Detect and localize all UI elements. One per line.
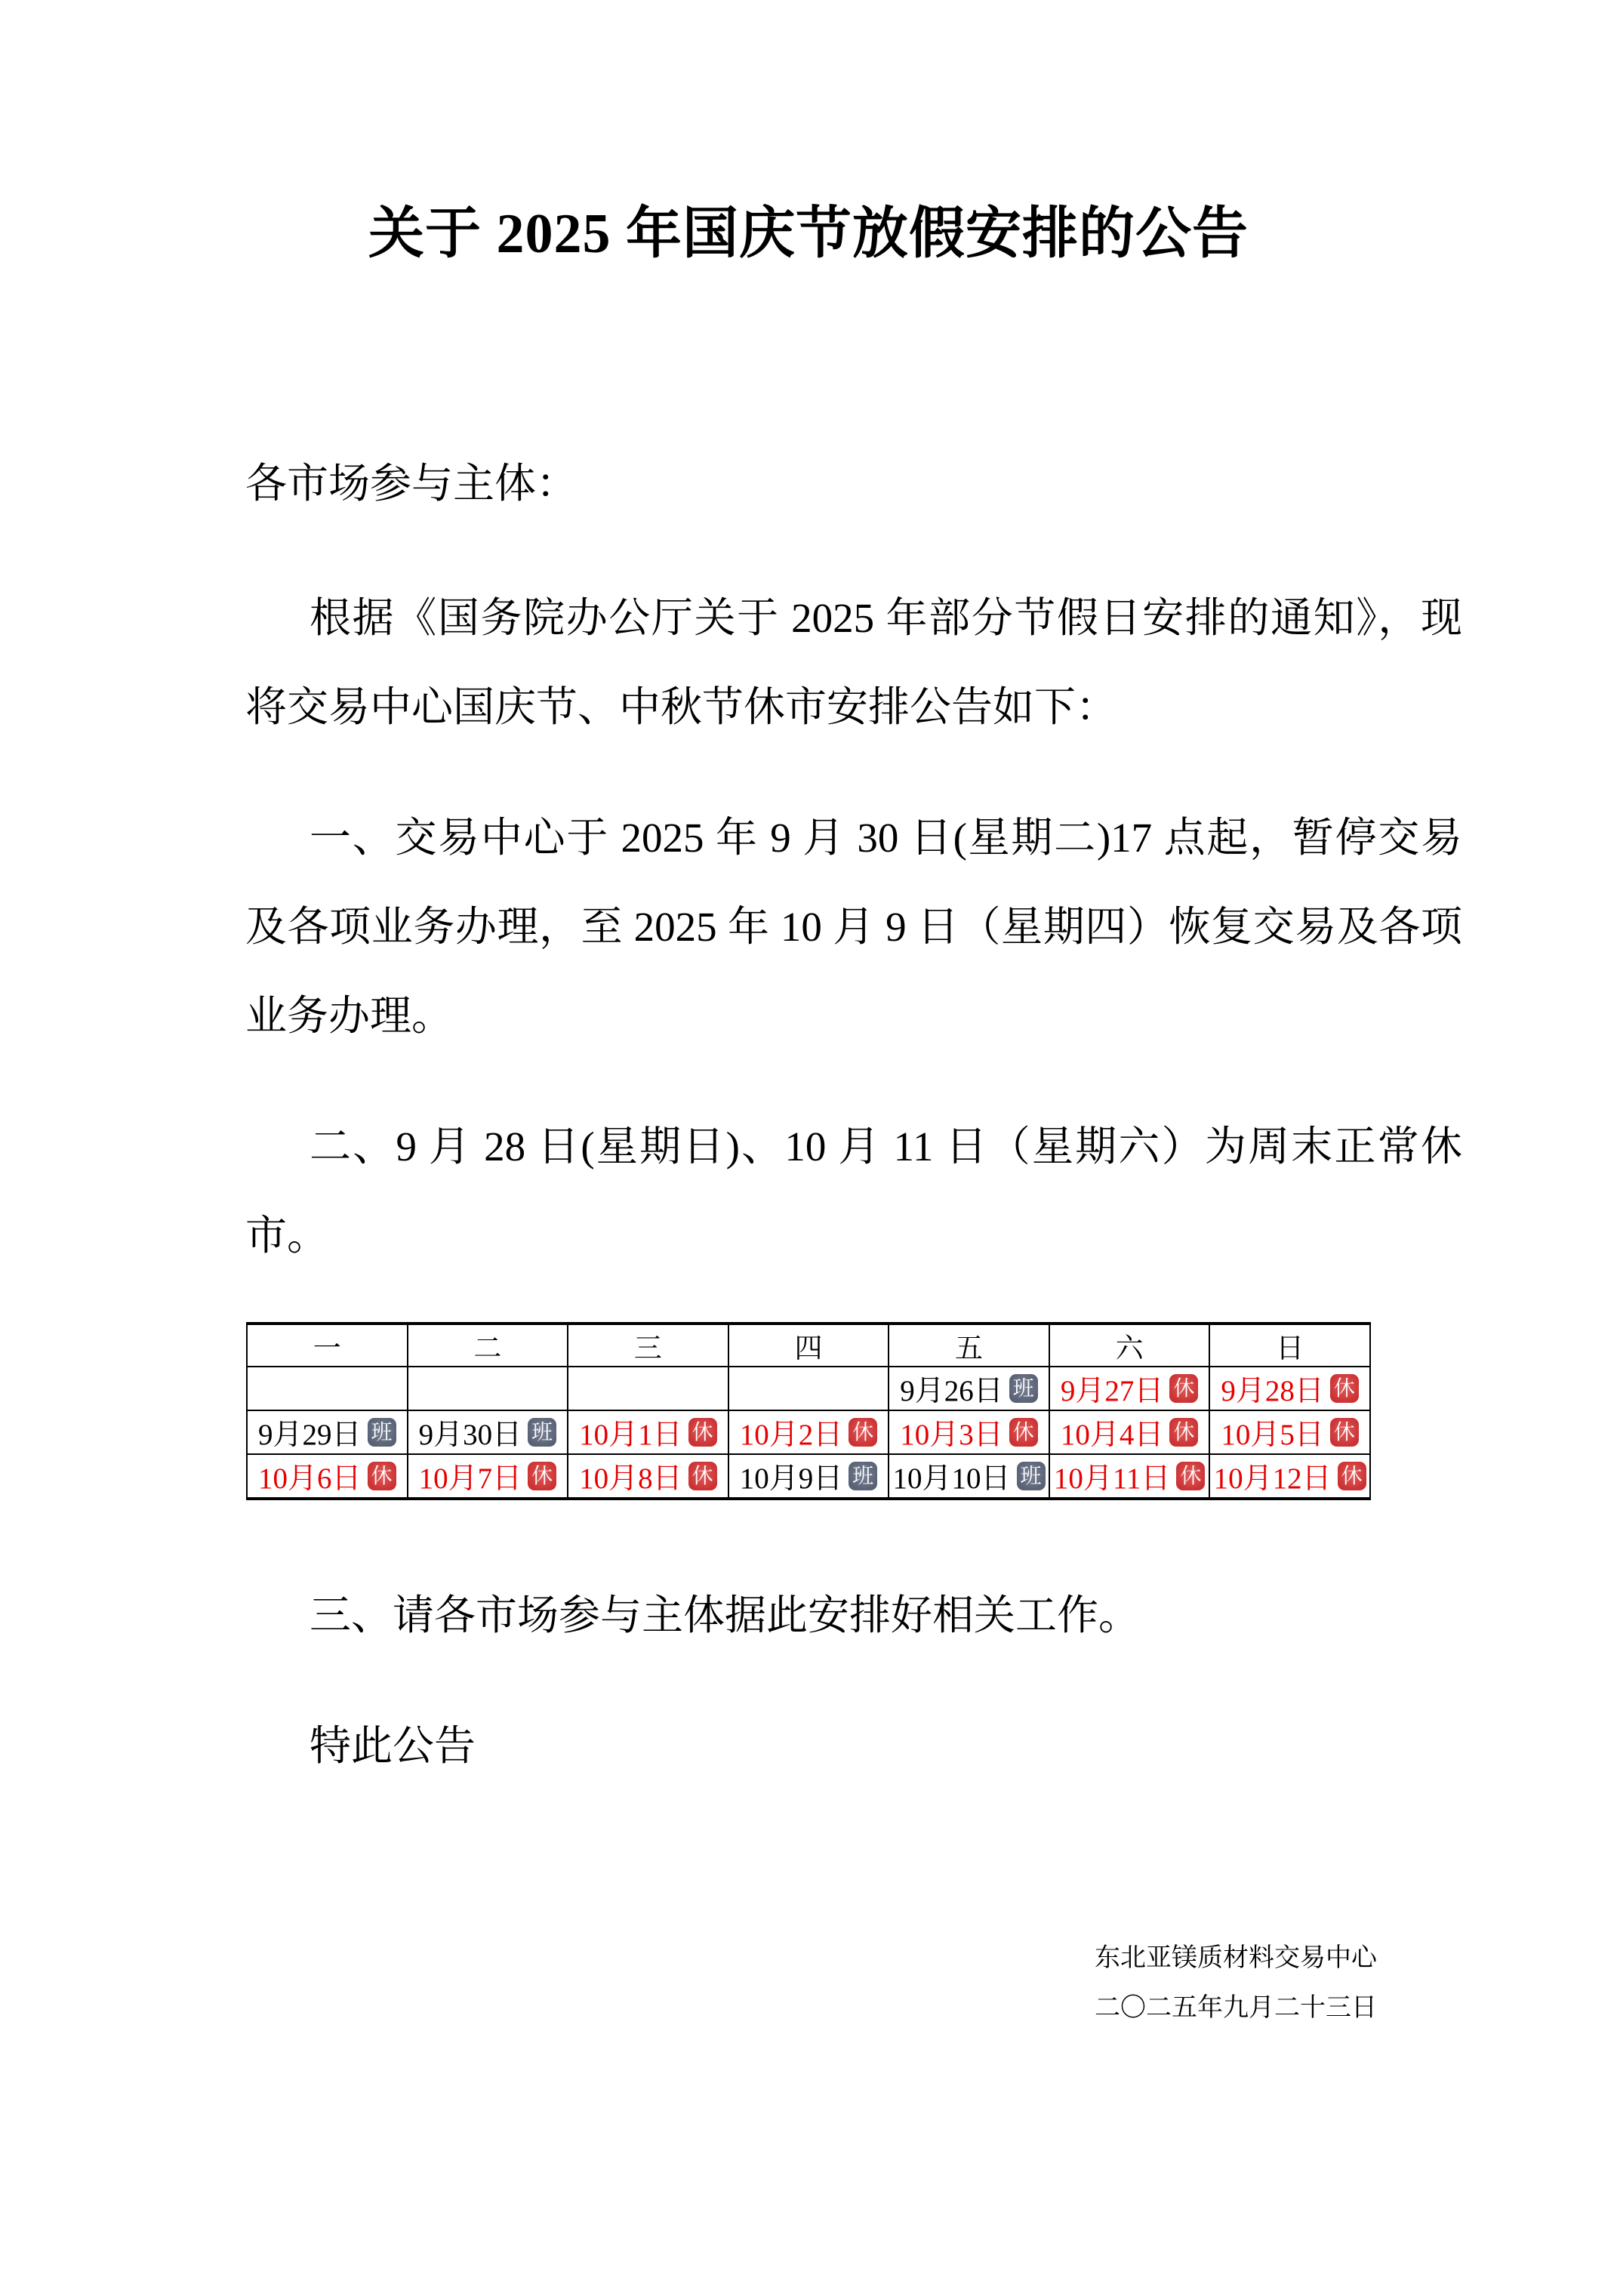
- signature-block: [1095, 1934, 1377, 2033]
- calendar-date: 10月5日: [1221, 1419, 1324, 1451]
- paragraph-item2: 二、9 月 28 日(星期日)、10 月 11 日（星期六）为周末正常休市。: [245, 1123, 1462, 1259]
- calendar-weekday-header: 六: [1049, 1324, 1210, 1367]
- calendar-date: 10月8日: [579, 1462, 682, 1495]
- signature-org: 东北亚镁质材料交易中心: [1095, 1944, 1377, 1972]
- holiday-calendar-table: [246, 1322, 1371, 1500]
- calendar-cell: [568, 1410, 728, 1454]
- rest-badge: 休: [688, 1462, 717, 1490]
- calendar-cell: [408, 1410, 568, 1454]
- calendar-cell: [889, 1454, 1049, 1499]
- work-badge: 班: [1009, 1374, 1038, 1403]
- calendar-weekday-header: 一: [247, 1324, 408, 1367]
- calendar-date: 10月4日: [1060, 1419, 1164, 1451]
- rest-badge: 休: [688, 1418, 717, 1447]
- work-badge: 班: [528, 1418, 556, 1447]
- paragraph-item1: 一、交易中心于 2025 年 9 月 30 日(星期二)17 点起，暂停交易及各项业务办理，至 2025 年 10 月 9 日（星期四）恢复交易及各项业务办理。: [245, 815, 1462, 1039]
- calendar-cell: [568, 1367, 728, 1410]
- calendar-cell: [247, 1367, 408, 1410]
- greeting-line: 各市场参与主体：: [245, 461, 578, 507]
- calendar-cell: [408, 1367, 568, 1410]
- rest-badge: 休: [1169, 1418, 1198, 1447]
- rest-badge: 休: [1330, 1374, 1359, 1403]
- calendar-cell: [408, 1454, 568, 1499]
- signature-date: 二〇二五年九月二十三日: [1095, 1994, 1377, 2022]
- rest-badge: 休: [1169, 1374, 1198, 1403]
- calendar-cell: [728, 1454, 889, 1499]
- calendar-date: 10月1日: [579, 1419, 682, 1451]
- calendar-date: 10月12日: [1213, 1462, 1332, 1495]
- rest-badge: 休: [528, 1462, 556, 1490]
- calendar-header-row: [247, 1324, 1370, 1367]
- calendar-date: 9月28日: [1221, 1375, 1324, 1407]
- calendar-cell: [1209, 1367, 1370, 1410]
- calendar-date: 9月26日: [900, 1375, 1003, 1407]
- calendar-date: 10月9日: [739, 1462, 843, 1495]
- calendar-date: 10月3日: [900, 1419, 1003, 1451]
- work-badge: 班: [1017, 1462, 1046, 1490]
- calendar-weekday-header: 二: [408, 1324, 568, 1367]
- rest-badge: 休: [1009, 1418, 1038, 1447]
- paragraph-intro: 根据《国务院办公厅关于 2025 年部分节假日安排的通知》，现将交易中心国庆节、中秋节休市安排公告如下：: [245, 595, 1462, 730]
- calendar-cell: [889, 1367, 1049, 1410]
- calendar-date: 10月6日: [258, 1462, 362, 1495]
- calendar-date: 10月7日: [418, 1462, 522, 1495]
- calendar-cell: [247, 1410, 408, 1454]
- work-badge: 班: [849, 1462, 877, 1490]
- rest-badge: 休: [368, 1462, 396, 1490]
- calendar-cell: [1049, 1454, 1210, 1499]
- calendar-date: 10月10日: [892, 1462, 1011, 1495]
- calendar-date: 9月27日: [1060, 1375, 1164, 1407]
- calendar-date: 9月29日: [258, 1419, 362, 1451]
- rest-badge: 休: [1176, 1462, 1205, 1490]
- rest-badge: 休: [849, 1418, 877, 1447]
- calendar-weekday-header: 五: [889, 1324, 1049, 1367]
- calendar-cell: [247, 1454, 408, 1499]
- calendar-cell: [1209, 1410, 1370, 1454]
- calendar-date: 10月11日: [1053, 1462, 1171, 1495]
- calendar-weekday-header: 三: [568, 1324, 728, 1367]
- calendar-cell: [1049, 1367, 1210, 1410]
- document-title: 关于 2025 年国庆节放假安排的公告: [368, 203, 1249, 265]
- work-badge: 班: [368, 1418, 396, 1447]
- calendar-cell: [889, 1410, 1049, 1454]
- calendar-cell: [728, 1410, 889, 1454]
- calendar-cell: [1209, 1454, 1370, 1499]
- calendar-row: [247, 1410, 1370, 1454]
- calendar-cell: [568, 1454, 728, 1499]
- calendar-weekday-header: 四: [728, 1324, 889, 1367]
- calendar-date: 10月2日: [739, 1419, 843, 1451]
- calendar-weekday-header: 日: [1209, 1324, 1370, 1367]
- rest-badge: 休: [1338, 1462, 1366, 1490]
- calendar-row: [247, 1367, 1370, 1410]
- paragraph-item3: 三、请各市场参与主体据此安排好相关工作。: [310, 1592, 1141, 1638]
- closing-line: 特此公告: [310, 1723, 476, 1769]
- calendar-row: [247, 1454, 1370, 1499]
- calendar-cell: [728, 1367, 889, 1410]
- rest-badge: 休: [1330, 1418, 1359, 1447]
- calendar-cell: [1049, 1410, 1210, 1454]
- calendar-date: 9月30日: [418, 1419, 522, 1451]
